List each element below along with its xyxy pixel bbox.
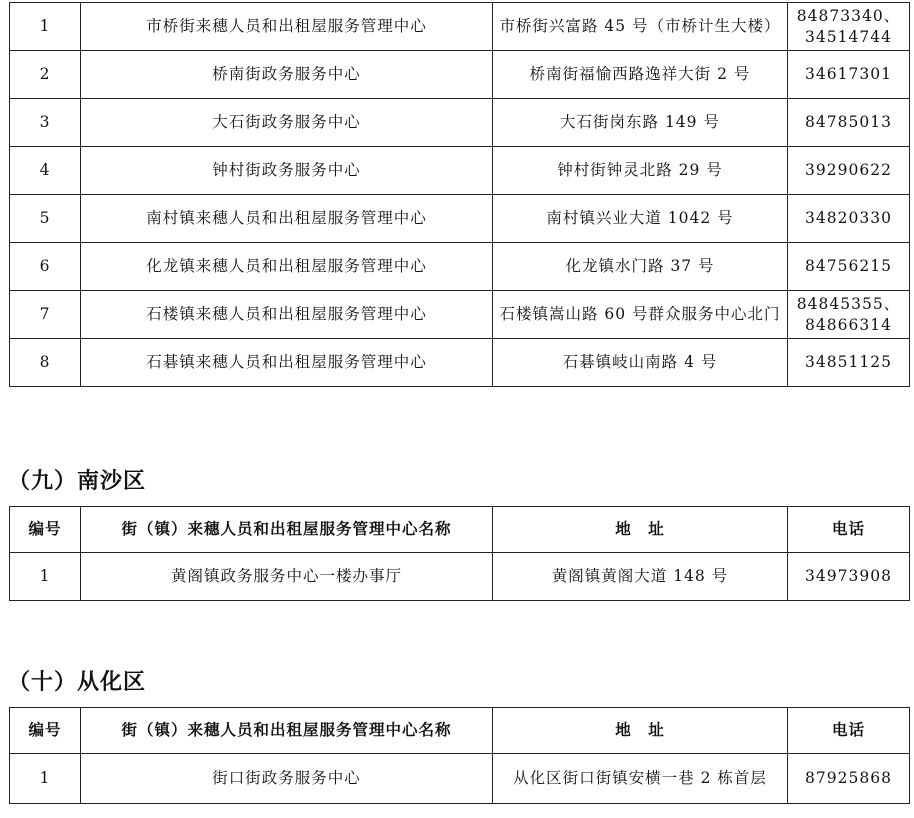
center-name: 石碁镇来穗人员和出租屋服务管理中心 — [81, 339, 493, 387]
header-number: 编号 — [10, 507, 81, 553]
header-name: 街（镇）来穗人员和出租屋服务管理中心名称 — [81, 708, 493, 754]
center-name: 钟村街政务服务中心 — [81, 147, 493, 195]
center-phone: 34973908 — [788, 553, 910, 601]
center-address: 钟村街钟灵北路 29 号 — [493, 147, 788, 195]
row-number: 7 — [10, 291, 81, 339]
center-phone: 87925868 — [788, 754, 910, 804]
header-number: 编号 — [10, 708, 81, 754]
row-number: 5 — [10, 195, 81, 243]
table-row — [10, 195, 910, 243]
service-center-table-conghua — [9, 707, 910, 804]
row-number: 4 — [10, 147, 81, 195]
center-address: 大石街岗东路 149 号 — [493, 99, 788, 147]
center-name: 化龙镇来穗人员和出租屋服务管理中心 — [81, 243, 493, 291]
table-row — [10, 339, 910, 387]
center-phone: 84845355、84866314 — [788, 291, 910, 339]
header-address: 地 址 — [493, 708, 788, 754]
center-address: 黄阁镇黄阁大道 148 号 — [493, 553, 788, 601]
center-phone: 84873340、34514744 — [788, 3, 910, 51]
center-address: 市桥街兴富路 45 号（市桥计生大楼） — [493, 3, 788, 51]
row-number: 2 — [10, 51, 81, 99]
row-number: 1 — [10, 3, 81, 51]
center-address: 化龙镇水门路 37 号 — [493, 243, 788, 291]
row-number: 6 — [10, 243, 81, 291]
center-phone: 34617301 — [788, 51, 910, 99]
table-row — [10, 3, 910, 51]
center-name: 街口街政务服务中心 — [81, 754, 493, 804]
header-phone: 电话 — [788, 708, 910, 754]
section-title-nansha: （九）南沙区 — [8, 469, 147, 494]
center-name: 桥南街政务服务中心 — [81, 51, 493, 99]
table-row — [10, 99, 910, 147]
center-name: 大石街政务服务中心 — [81, 99, 493, 147]
center-phone: 34820330 — [788, 195, 910, 243]
header-name: 街（镇）来穗人员和出租屋服务管理中心名称 — [81, 507, 493, 553]
table-row — [10, 243, 910, 291]
center-name: 石楼镇来穗人员和出租屋服务管理中心 — [81, 291, 493, 339]
center-address: 石楼镇嵩山路 60 号群众服务中心北门 — [493, 291, 788, 339]
center-phone: 84785013 — [788, 99, 910, 147]
center-phone: 39290622 — [788, 147, 910, 195]
section-title-conghua: （十）从化区 — [8, 670, 147, 695]
center-phone: 84756215 — [788, 243, 910, 291]
center-name: 南村镇来穗人员和出租屋服务管理中心 — [81, 195, 493, 243]
center-address: 石碁镇岐山南路 4 号 — [493, 339, 788, 387]
center-phone: 34851125 — [788, 339, 910, 387]
center-address: 南村镇兴业大道 1042 号 — [493, 195, 788, 243]
center-address: 从化区街口街镇安横一巷 2 栋首层 — [493, 754, 788, 804]
table-header-row — [10, 507, 910, 553]
table-row — [10, 553, 910, 601]
row-number: 3 — [10, 99, 81, 147]
header-phone: 电话 — [788, 507, 910, 553]
row-number: 8 — [10, 339, 81, 387]
table-header-row — [10, 708, 910, 754]
table-row — [10, 291, 910, 339]
row-number: 1 — [10, 754, 81, 804]
service-center-table-panyu — [9, 2, 910, 387]
table-row — [10, 754, 910, 804]
header-address: 地 址 — [493, 507, 788, 553]
service-center-table-nansha — [9, 506, 910, 601]
table-row — [10, 51, 910, 99]
center-name: 黄阁镇政务服务中心一楼办事厅 — [81, 553, 493, 601]
center-address: 桥南街福愉西路逸祥大街 2 号 — [493, 51, 788, 99]
center-name: 市桥街来穗人员和出租屋服务管理中心 — [81, 3, 493, 51]
table-row — [10, 147, 910, 195]
row-number: 1 — [10, 553, 81, 601]
